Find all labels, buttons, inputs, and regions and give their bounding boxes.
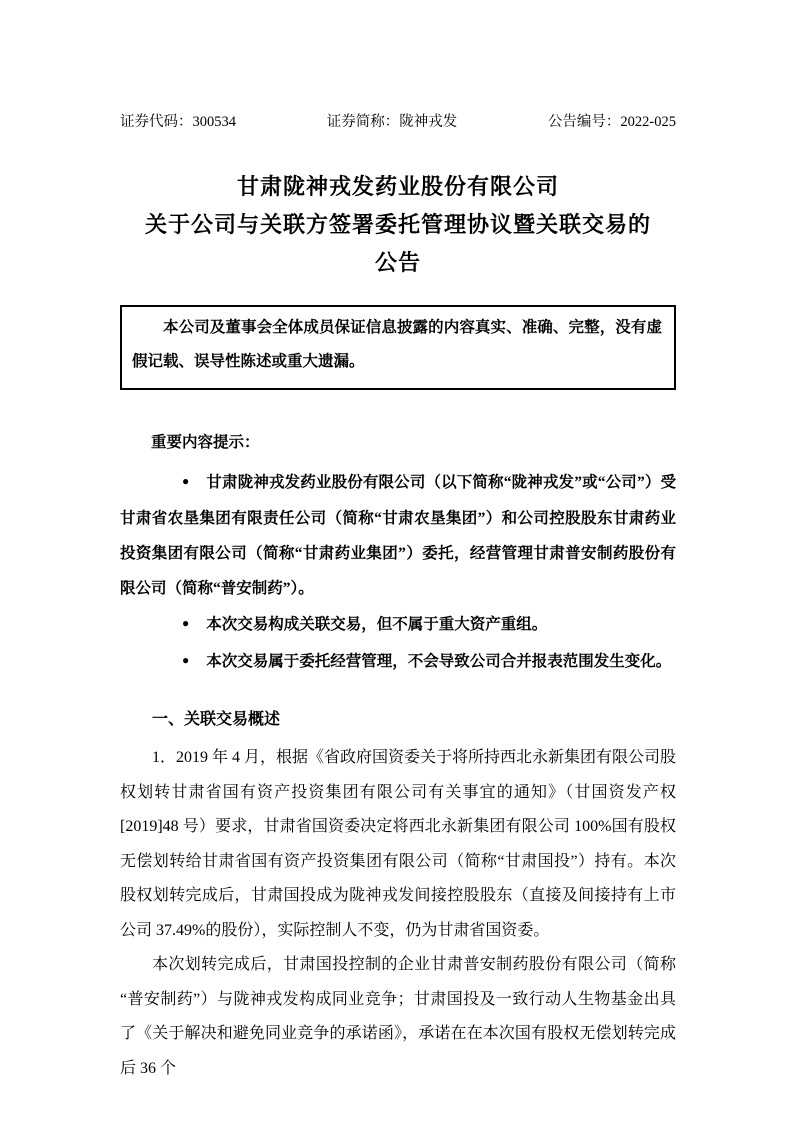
bullet-icon: ● bbox=[182, 474, 190, 488]
document-header bbox=[120, 112, 676, 132]
notice-bullet-1 bbox=[120, 465, 676, 606]
bullet-icon: ● bbox=[182, 616, 190, 630]
title-line-2: 关于公司与关联方签署委托管理协议暨关联交易的 bbox=[144, 212, 651, 237]
stock-code: 证券代码：300534 bbox=[120, 114, 236, 130]
bullet-icon: ● bbox=[182, 653, 190, 667]
title-line-3: 公告 bbox=[374, 250, 421, 275]
notice-bullet-3 bbox=[120, 644, 676, 680]
disclaimer-box bbox=[120, 305, 676, 390]
section-1-paragraph-1: 1．2019 年 4 月，根据《省政府国资委关于将所持西北永新集团有限公司股权划转甘肃省国有资产投资集团有限公司有关事宜的通知》（甘国资发产权[2019]48 号）要求，甘肃省国资委决定将西北永新集团有限公司 100%国有股权无偿划转给甘肃省国有资产投资集团有限公司（简称“甘肃国投”）持有。本次股权划转完成后，甘肃国投成为陇神戎发间接控股股东（直接及间接持有上市公司 37.49%的股份），实际控制人不变，仍为甘肃省国资委。 bbox=[120, 749, 677, 939]
section-1-heading: 一、关联交易概述 bbox=[152, 711, 281, 728]
notice-bullet-2 bbox=[120, 607, 676, 643]
document-title bbox=[120, 168, 676, 282]
notice-heading: 重要内容提示： bbox=[151, 434, 260, 451]
notice-bullet-1-text: 甘肃陇神戎发药业股份有限公司（以下简称“陇神戎发”或“公司”）受甘肃省农垦集团有限责任公司（简称“甘肃农垦集团”）和公司控股股东甘肃药业投资集团有限公司（简称“甘肃药业集团”）委托，经营管理甘肃普安制药股份有限公司（简称“普安制药”）。 bbox=[120, 474, 676, 597]
notice-bullet-3-text: 本次交易属于委托经营管理，不会导致公司合并报表范围发生变化。 bbox=[206, 653, 672, 670]
section-1-paragraph-2: 本次划转完成后，甘肃国投控制的企业甘肃普安制药股份有限公司（简称“普安制药”）与陇神戎发构成同业竞争；甘肃国投及一致行动人生物基金出具了《关于解决和避免同业竞争的承诺函》，承诺在在本次国有股权无偿划转完成后 36 个 bbox=[120, 956, 676, 1077]
disclaimer-text: 本公司及董事会全体成员保证信息披露的内容真实、准确、完整，没有虚假记载、误导性陈述或重大遗漏。 bbox=[132, 319, 662, 370]
stock-short-name: 证券简称：陇神戎发 bbox=[326, 114, 458, 130]
title-line-1: 甘肃陇神戎发药业股份有限公司 bbox=[236, 174, 559, 199]
announcement-number: 公告编号：2022-025 bbox=[547, 114, 676, 130]
notice-bullet-2-text: 本次交易构成关联交易，但不属于重大资产重组。 bbox=[206, 616, 548, 633]
